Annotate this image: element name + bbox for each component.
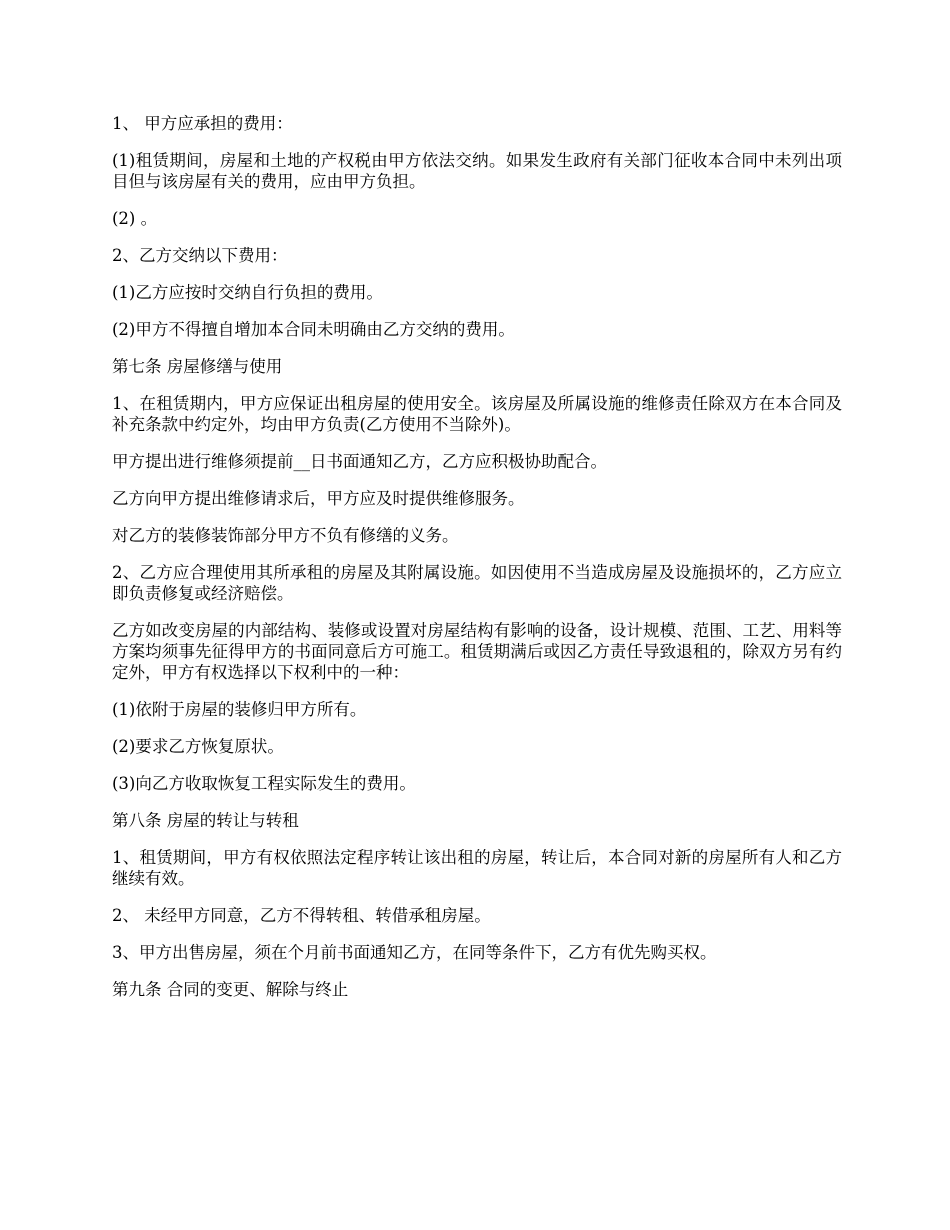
- paragraph-repair-notice: 甲方提出进行维修须提前__日书面通知乙方，乙方应积极协助配合。: [112, 452, 607, 471]
- article-9-heading: 第九条 合同的变更、解除与终止: [112, 980, 349, 999]
- paragraph-structure-change: 乙方如改变房屋的内部结构、装修或设置对房屋结构有影响的设备，设计规模、范围、工艺、用料等方案均须事先征得甲方的书面同意后方可施工。租赁期满后或因乙方责任导致退租的，除双方另有约定外，甲方有权选择以下权利中的一种：: [112, 621, 842, 682]
- paragraph-decoration-exemption: 对乙方的装修装饰部分甲方不负有修缮的义务。: [112, 526, 459, 545]
- article-7-heading: 第七条 房屋修缮与使用: [112, 357, 283, 376]
- paragraph-article-8-item-1: 1、租赁期间，甲方有权依照法定程序转让该出租的房屋，转让后，本合同对新的房屋所有人和乙方继续有效。: [112, 848, 842, 888]
- article-8-heading: 第八条 房屋的转让与转租: [112, 811, 299, 830]
- paragraph-option-2: (2)要求乙方恢复原状。: [112, 737, 284, 756]
- paragraph-party-b-fees-heading: 2、乙方交纳以下费用：: [112, 246, 288, 265]
- paragraph-repair-request: 乙方向甲方提出维修请求后，甲方应及时提供维修服务。: [112, 489, 525, 508]
- paragraph-party-b-fee-2: (2)甲方不得擅自增加本合同未明确由乙方交纳的费用。: [112, 320, 515, 339]
- paragraph-party-a-fees-heading: 1、 甲方应承担的费用：: [112, 114, 293, 133]
- paragraph-party-b-fee-1: (1)乙方应按时交纳自行负担的费用。: [112, 283, 383, 302]
- paragraph-article-7-item-1: 1、在租赁期内，甲方应保证出租房屋的使用安全。该房屋及所属设施的维修责任除双方在本合同及补充条款中约定外，均由甲方负责(乙方使用不当除外)。: [112, 394, 842, 434]
- paragraph-option-3: (3)向乙方收取恢复工程实际发生的费用。: [112, 774, 416, 793]
- paragraph-article-8-item-3: 3、甲方出售房屋，须在个月前书面通知乙方，在同等条件下，乙方有优先购买权。: [112, 943, 717, 962]
- paragraph-article-7-item-2: 2、乙方应合理使用其所承租的房屋及其附属设施。如因使用不当造成房屋及设施损坏的，乙方应立即负责修复或经济赔偿。: [112, 563, 842, 603]
- paragraph-party-a-fee-1: (1)租赁期间，房屋和土地的产权税由甲方依法交纳。如果发生政府有关部门征收本合同中未列出项目但与该房屋有关的费用，应由甲方负担。: [112, 151, 842, 191]
- paragraph-party-a-fee-2: (2) 。: [112, 209, 158, 228]
- paragraph-article-8-item-2: 2、 未经甲方同意，乙方不得转租、转借承租房屋。: [112, 906, 491, 925]
- paragraph-option-1: (1)依附于房屋的装修归甲方所有。: [112, 700, 367, 719]
- document-body: [112, 113, 842, 1016]
